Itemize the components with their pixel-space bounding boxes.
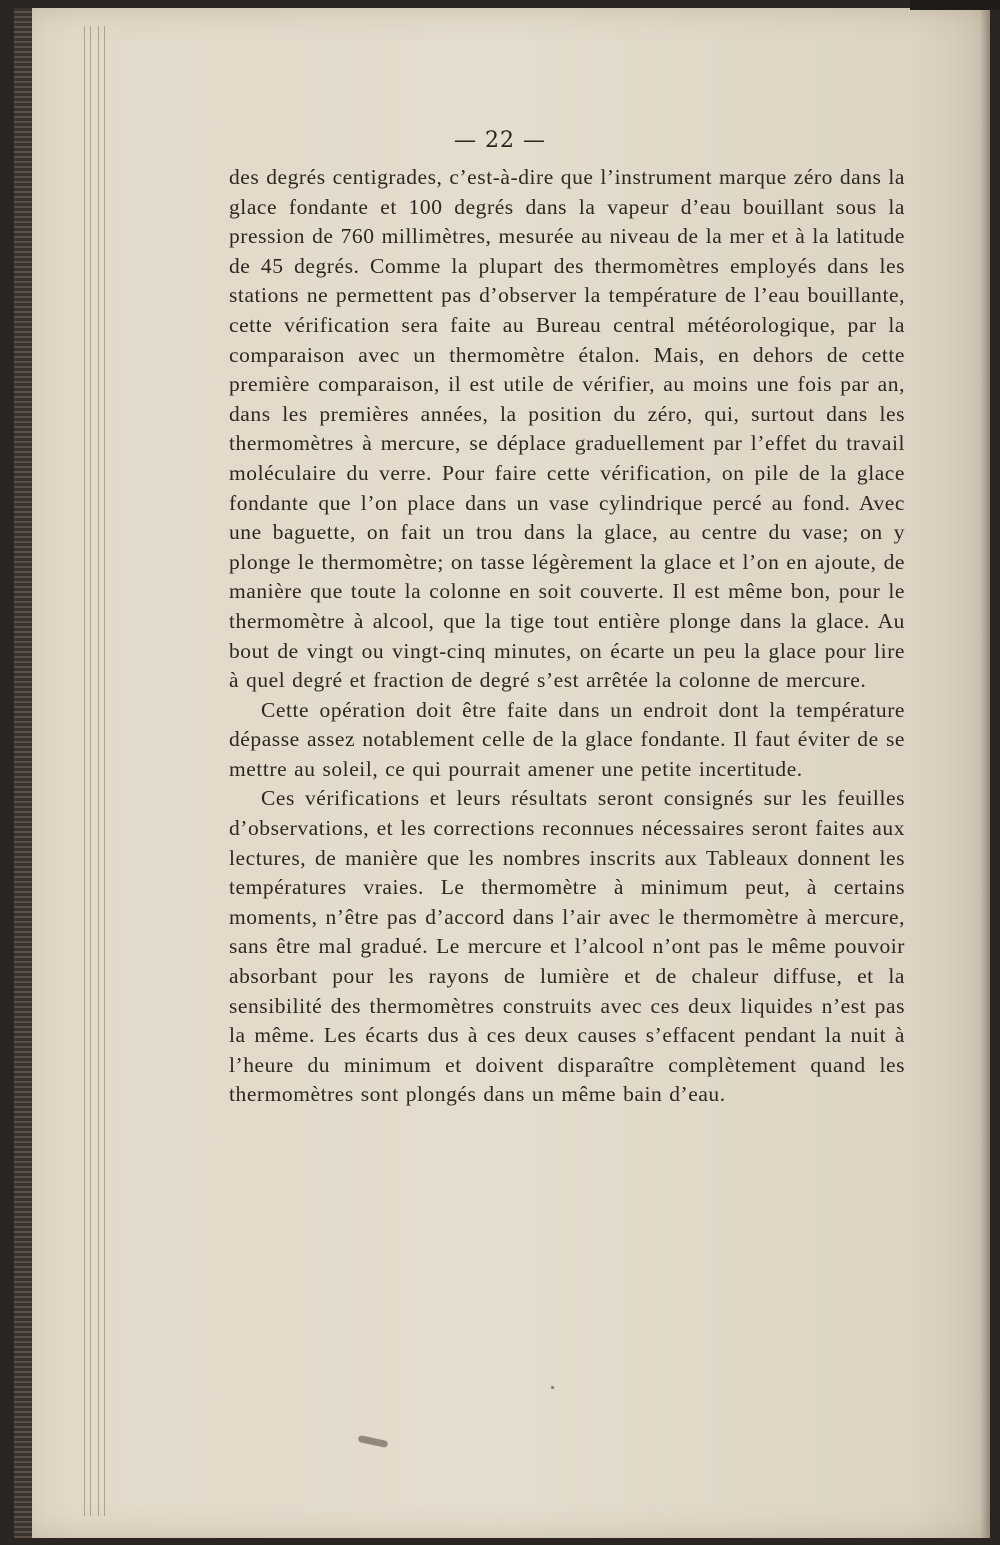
gutter-line (84, 26, 85, 1516)
gutter-line (98, 26, 99, 1516)
gutter-line (104, 26, 105, 1516)
scan-corner-mark (910, 0, 1000, 10)
body-text (229, 163, 905, 1110)
book-binding-edge (14, 8, 32, 1538)
paragraph: des degrés centigrades, c’est-à-dire que l’instrument marque zéro dans la glace fondante et 100 degrés dans la vapeur d’eau bouillant sous la pression de 760 millimètres, mesurée au niveau de la mer et à la latitude de 45 degrés. Comme la plupart des thermomètres employés dans les stations ne permettent pas d’observer la température de l’eau bouillante, cette vérification sera faite au Bureau central météorologique, par la comparaison avec un thermomètre étalon. Mais, en dehors de cette première comparaison, il est utile de vérifier, au moins une fois par an, dans les premières années, la position du zéro, qui, surtout dans les thermomètres à mercure, se déplace graduellement par l’effet du travail moléculaire du verre. Pour faire cette vérification, on pile de la glace fondante que l’on place dans un vase cylindrique percé au fond. Avec une baguette, on fait un trou dans la glace, au centre du vase; on y plonge le thermomètre; on tasse légèrement la glace et l’on en ajoute, de manière que toute la colonne en soit couverte. Il est même bon, pour le thermomètre à alcool, que la tige tout entière plonge dans la glace. Au bout de vingt ou vingt-cinq minutes, on écarte un peu la glace pour lire à quel degré et fraction de degré s’est arrêtée la colonne de mercure. (229, 165, 905, 693)
paragraph: Ces vérifications et leurs résultats seront consignés sur les feuilles d’observations, et les corrections reconnues nécessaires seront faites aux lectures, de manière que les nombres inscrits aux Tableaux donnent les températures vraies. Le thermomètre à minimum peut, à certains moments, n’être pas d’accord dans l’air avec le thermomètre à mercure, sans être mal gradué. Le mercure et l’alcool n’ont pas le même pouvoir absorbant pour les rayons de lumière et de chaleur diffuse, et la sensibilité des thermomètres construits avec ces deux liquides n’est pas la même. Les écarts dus à ces deux causes s’effacent pendant la nuit à l’heure du minimum et doivent disparaître complètement quand les thermomètres sont plongés dans un même bain d’eau. (229, 786, 905, 1107)
gutter-line (90, 26, 91, 1516)
page-edge-shadow (980, 8, 990, 1538)
page-number: — 22 — (454, 128, 546, 153)
paragraph: Cette opération doit être faite dans un endroit dont la température dépasse assez notablement celle de la glace fondante. Il faut éviter de se mettre au soleil, ce qui pourrait amener une petite incertitude. (229, 697, 905, 781)
ink-speck (551, 1386, 554, 1389)
